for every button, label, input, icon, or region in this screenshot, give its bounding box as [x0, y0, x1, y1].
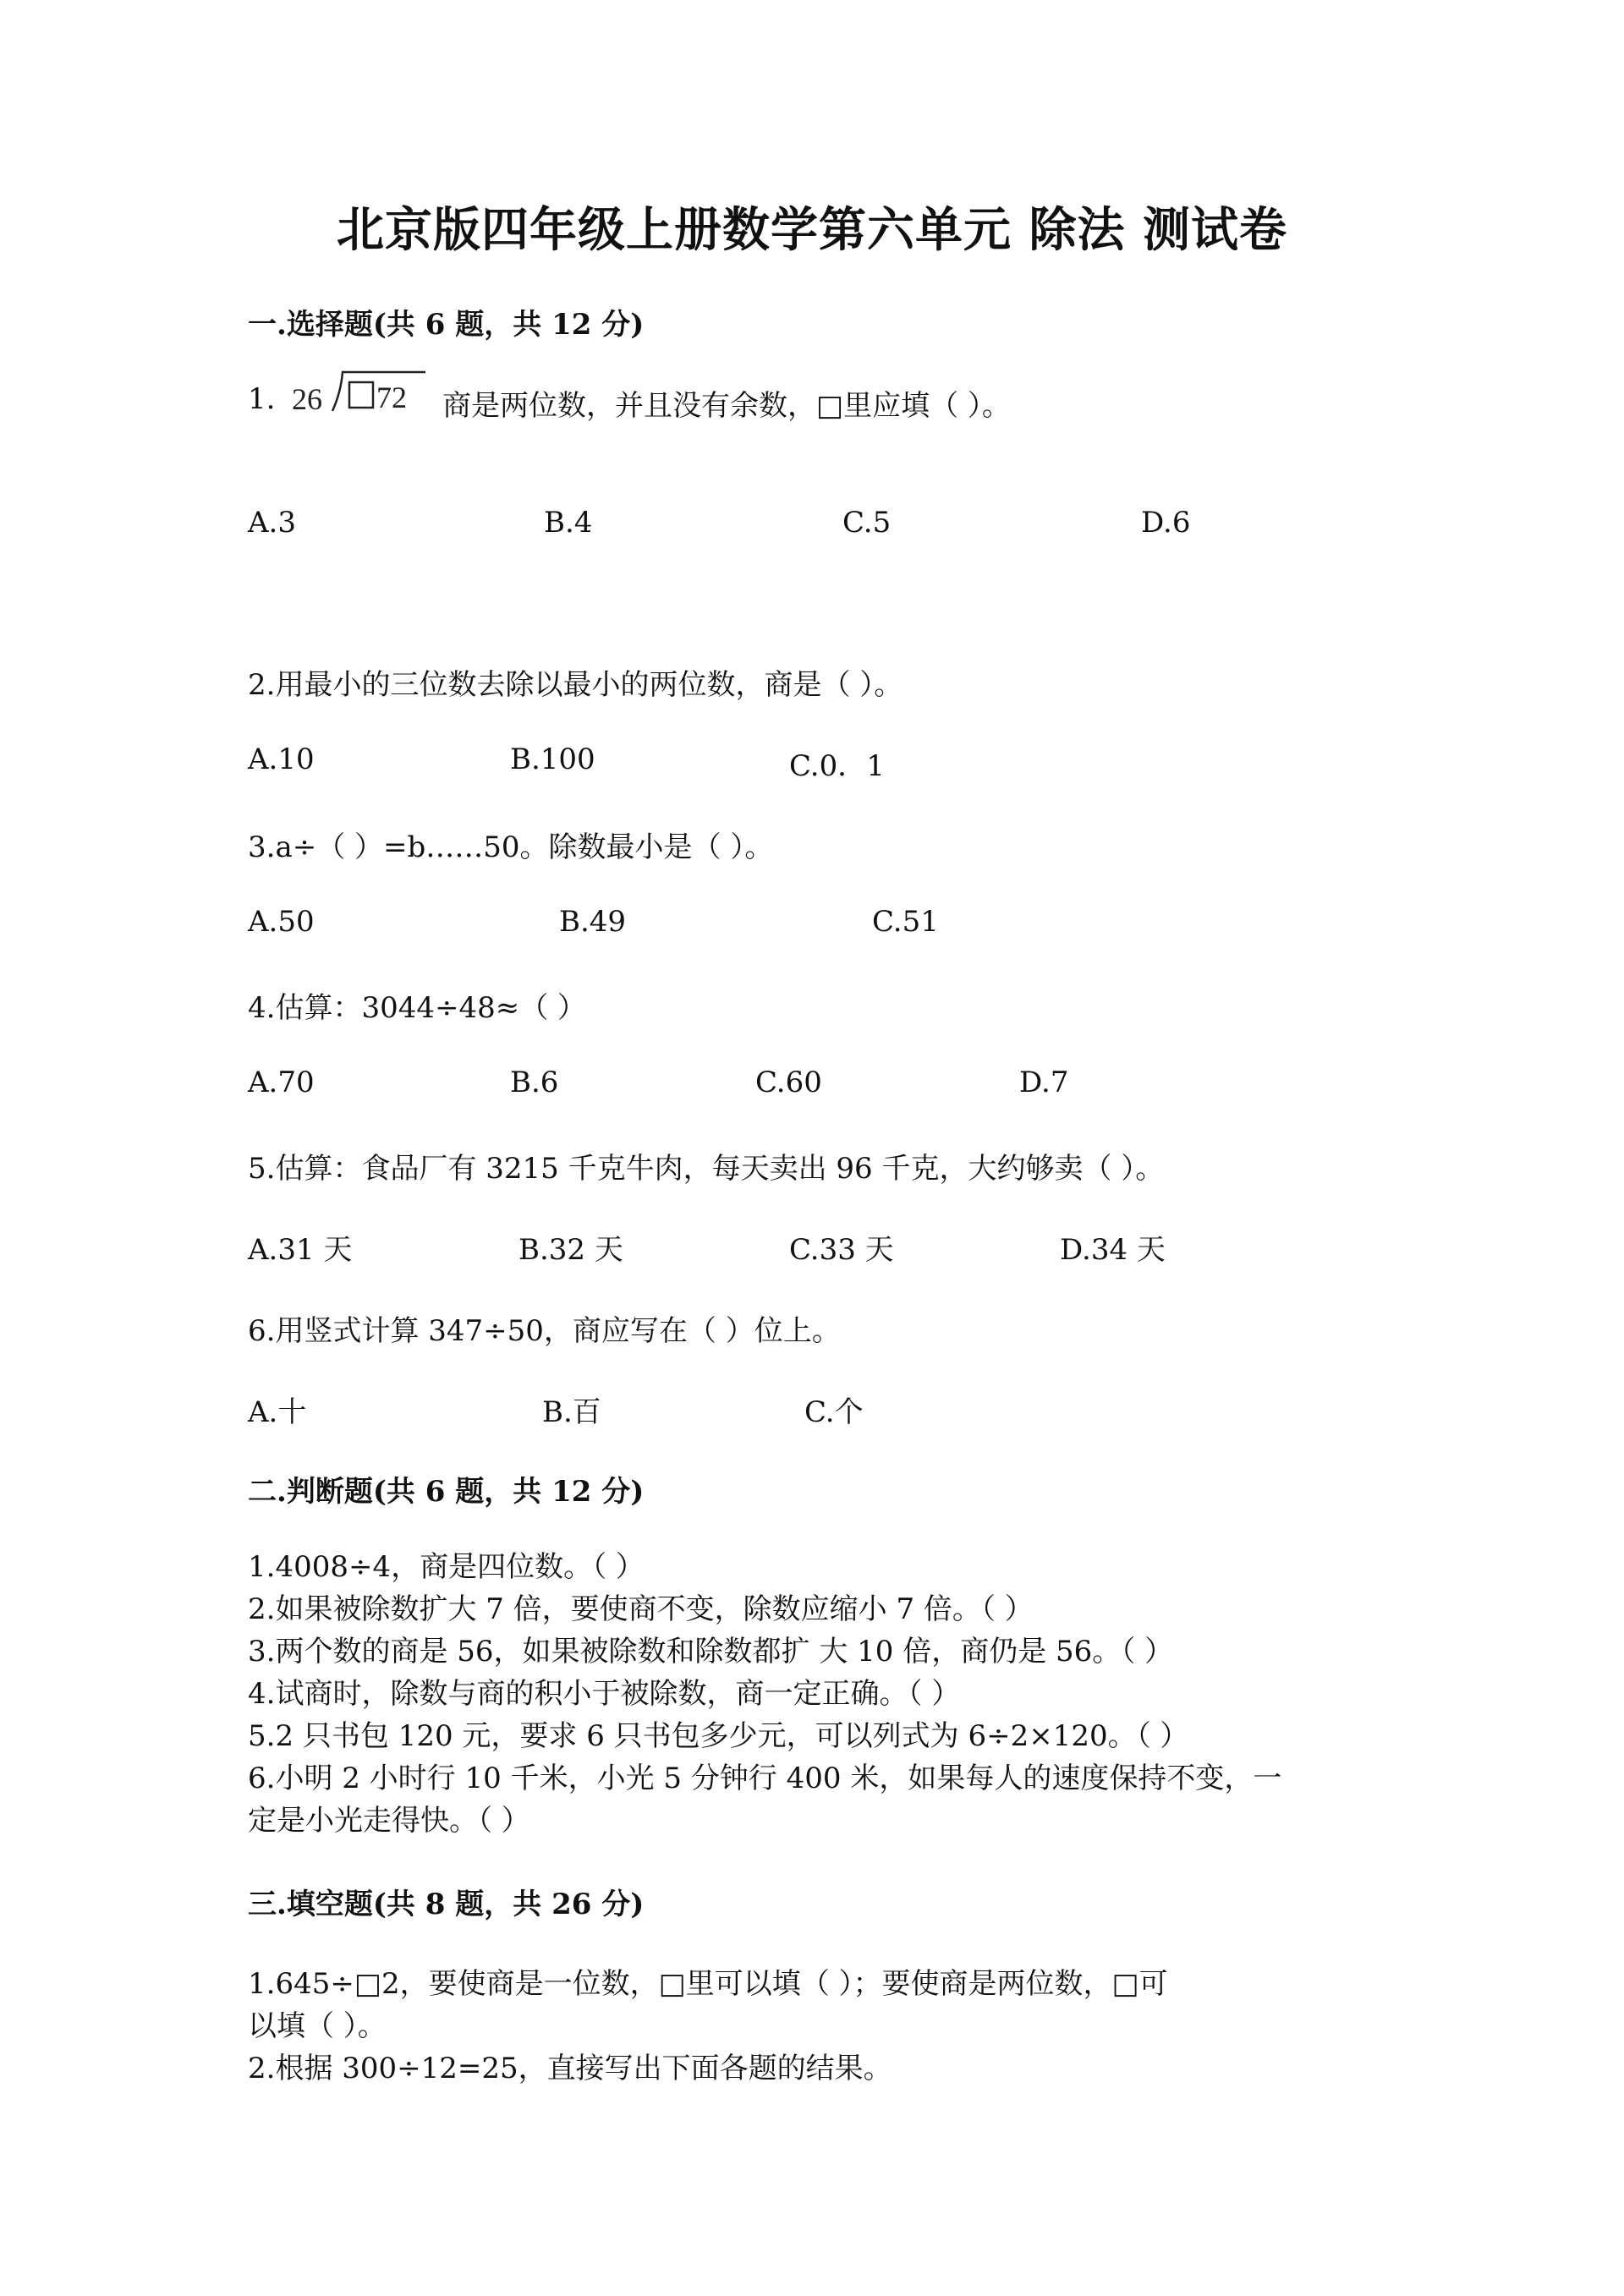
- judgment-item: 5.2 只书包 120 元，要求 6 只书包多少元，可以列式为 6÷2×120。（ ）: [248, 1719, 1189, 1753]
- question-text: 3.a÷（ ）=b……50。除数最小是（ ）。: [248, 830, 774, 864]
- option-c[interactable]: C.60: [755, 1066, 822, 1099]
- option-c[interactable]: C.51: [872, 905, 939, 939]
- option-a[interactable]: A.50: [248, 905, 315, 939]
- fillin-item: 1.645÷□2，要使商是一位数，□里可以填（ ）；要使商是两位数，□可: [248, 1967, 1168, 2001]
- option-c[interactable]: C.5: [842, 506, 892, 540]
- judgment-item: 1.4008÷4，商是四位数。（ ）: [248, 1550, 645, 1584]
- option-a[interactable]: A.70: [248, 1066, 315, 1099]
- option-d[interactable]: D.7: [1019, 1066, 1069, 1099]
- option-c[interactable]: C.个: [804, 1395, 864, 1429]
- question-text: 6.用竖式计算 347÷50，商应写在（ ）位上。: [248, 1314, 841, 1348]
- option-a[interactable]: A.10: [248, 743, 315, 776]
- judgment-item-continued: 定是小光走得快。（ ）: [248, 1804, 530, 1838]
- option-b[interactable]: B.百: [542, 1395, 601, 1429]
- option-a[interactable]: A.3: [248, 506, 296, 540]
- option-d[interactable]: D.34 天: [1060, 1233, 1166, 1267]
- svg-text:72: 72: [376, 381, 407, 414]
- question-text: 2.用最小的三位数去除以最小的两位数，商是（ ）。: [248, 668, 903, 702]
- section-heading-truefalse: 二.判断题(共 6 题，共 12 分): [248, 1475, 645, 1509]
- question-text: 商是两位数，并且没有余数，□里应填（ ）。: [442, 389, 1011, 423]
- question-text: 4.估算：3044÷48≈（ ）: [248, 991, 587, 1025]
- option-b[interactable]: B.32 天: [518, 1233, 623, 1267]
- judgment-item: 6.小明 2 小时行 10 千米，小光 5 分钟行 400 米，如果每人的速度保持不变，一: [248, 1762, 1282, 1795]
- question-number: 1.: [248, 382, 276, 416]
- option-b[interactable]: B.49: [559, 905, 627, 939]
- option-d[interactable]: D.6: [1141, 506, 1191, 540]
- option-b[interactable]: B.4: [544, 506, 593, 540]
- question-text: 5.估算：食品厂有 3215 千克牛肉，每天卖出 96 千克，大约够卖（ ）。: [248, 1152, 1165, 1186]
- fillin-item-continued: 以填（ ）。: [248, 2009, 387, 2043]
- long-division-figure: [292, 367, 427, 414]
- section-heading-choice: 一.选择题(共 6 题，共 12 分): [248, 308, 645, 342]
- blank-box: [349, 382, 373, 408]
- judgment-item: 2.如果被除数扩大 7 倍，要使商不变，除数应缩小 7 倍。（ ）: [248, 1592, 1034, 1626]
- option-c[interactable]: C.33 天: [789, 1233, 894, 1267]
- option-b[interactable]: B.100: [510, 743, 595, 776]
- option-a[interactable]: A.十: [248, 1395, 307, 1429]
- section-heading-fillin: 三.填空题(共 8 题，共 26 分): [248, 1888, 645, 1921]
- option-a[interactable]: A.31 天: [248, 1233, 353, 1267]
- page-title: 北京版四年级上册数学第六单元 除法 测试卷: [337, 202, 1287, 258]
- fillin-item: 2.根据 300÷12=25，直接写出下面各题的结果。: [248, 2052, 892, 2085]
- judgment-item: 4.试商时，除数与商的积小于被除数，商一定正确。（ ）: [248, 1677, 961, 1711]
- judgment-item: 3.两个数的商是 56，如果被除数和除数都扩 大 10 倍，商仍是 56。（ ）: [248, 1635, 1174, 1669]
- option-c[interactable]: C.0．1: [789, 749, 885, 783]
- divisor-text: 26: [292, 382, 322, 414]
- option-b[interactable]: B.6: [510, 1066, 559, 1099]
